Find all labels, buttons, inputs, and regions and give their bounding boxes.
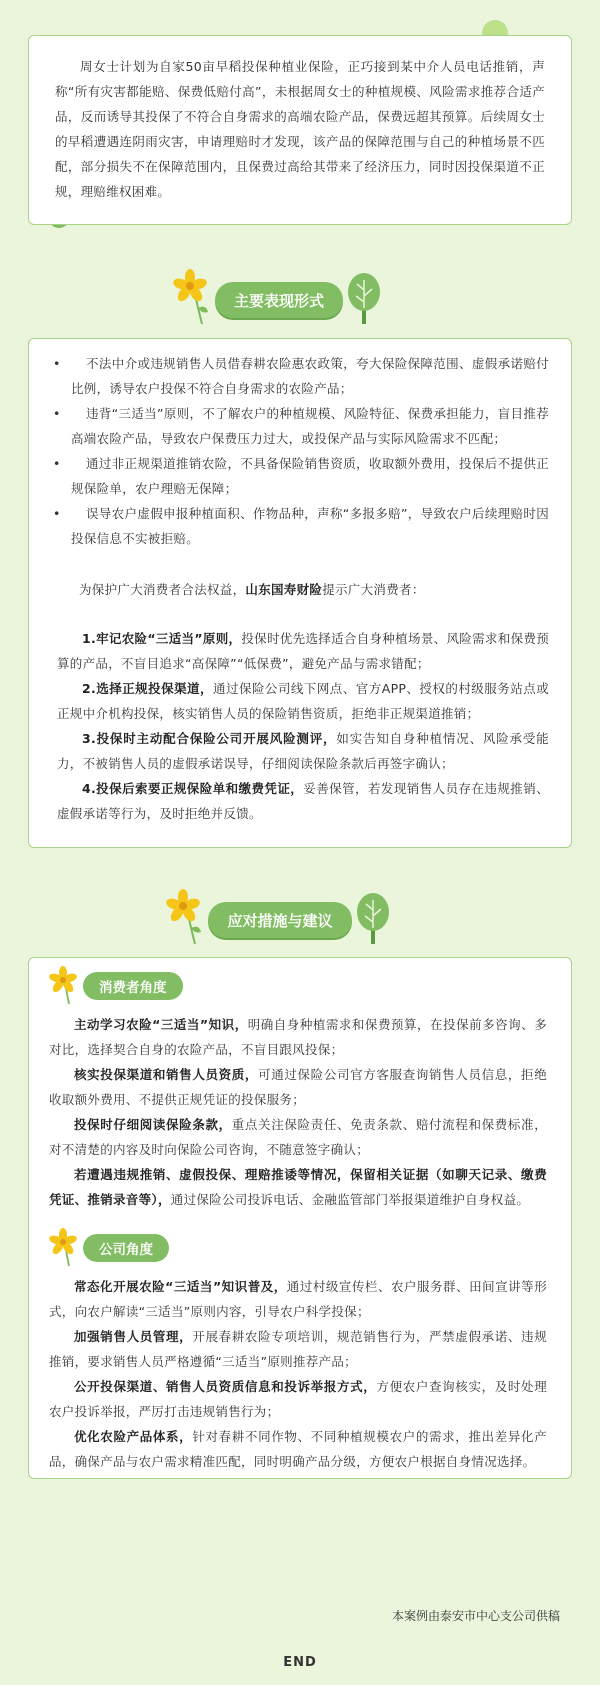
list-item: • 违背“三适当”原则，不了解农户的种植规模、风险特征、保费承担能力，盲目推荐高端农险产品，导致农户保费压力过大，或投保产品与实际风险需求不匹配； xyxy=(43,401,549,451)
subsection-title-consumer: 消费者角度 xyxy=(83,972,183,1000)
tree-icon xyxy=(354,892,392,946)
list-item: 核实投保渠道和销售人员资质，可通过保险公司官方客服查询销售人员信息，拒绝收取额外费用、不提供正规凭证的投保服务； xyxy=(49,1067,547,1107)
tip-item: 1.牢记农险“三适当”原则，投保时优先选择适合自身种植场景、风险需求和保费预算的产品，不盲目追求“高保障”“低保费”，避免产品与需求错配； xyxy=(57,631,550,671)
list-item: 加强销售人员管理，开展春耕农险专项培训，规范销售行为，严禁虚假承诺、违规推销，要求销售人员严格遵循“三适当”原则推荐产品； xyxy=(49,1329,547,1369)
bullet-icon: • xyxy=(53,456,61,471)
tip-item: 3.投保时主动配合保险公司开展风险测评，如实告知自身种植情况、风险承受能力，不被销售人员的虚假承诺误导，仔细阅读保险条款后再签字确认； xyxy=(57,731,549,771)
source-credit: 本案例由泰安市中心支公司供稿 xyxy=(391,1609,560,1623)
flower-icon xyxy=(165,888,205,946)
subsection-heading-company xyxy=(49,1228,547,1268)
intro-card xyxy=(28,35,572,225)
section-title-1: 主要表现形式 xyxy=(215,282,343,318)
flower-icon xyxy=(49,1228,83,1268)
intro-text: 周女士计划为自家50亩早稻投保种植业保险，正巧接到某中介人员电话推销，声称“所有灾害都能赔、保费低赔付高”，未根据周女士的种植规模、风险需求推荐合适产品，反而诱导其投保了不符合自身需求的高端农险产品，保费远超其预算。后续周女士的早稻遭遇连阴雨灾害，申请理赔时才发现，该产品的保障范围与自己的种植场景不匹配，部分损失不在保障范围内，且保费过高给其带来了经济压力，同时因投保渠道不正规，理赔维权困难。 xyxy=(55,59,545,199)
section-1-card xyxy=(28,338,572,848)
bullet-icon: • xyxy=(53,406,61,421)
bullet-icon: • xyxy=(53,356,61,371)
company-name: 山东国寿财险 xyxy=(245,582,323,597)
list-item: 投保时仔细阅读保险条款，重点关注保险责任、免责条款、赔付流程和保费标准，对不清楚的内容及时向保险公司咨询，不随意签字确认； xyxy=(49,1117,547,1157)
subsection-heading-consumer xyxy=(49,966,547,1006)
list-item: 常态化开展农险“三适当”知识普及，通过村级宣传栏、农户服务群、田间宣讲等形式，向农户解读“三适当”原则内容，引导农户科学投保； xyxy=(49,1279,547,1319)
section-heading-1 xyxy=(0,268,600,328)
list-item: 若遭遇违规推销、虚假投保、理赔推诿等情况，保留相关证据（如聊天记录、缴费凭证、推销录音等），通过保险公司投诉电话、金融监管部门举报渠道维护自身权益。 xyxy=(49,1167,547,1207)
flower-icon xyxy=(172,268,212,326)
list-item: 主动学习农险“三适当”知识，明确自身种植需求和保费预算，在投保前多咨询、多对比，选择契合自身的农险产品，不盲目跟风投保； xyxy=(49,1017,547,1057)
section-2-card xyxy=(28,957,572,1479)
section-title-2: 应对措施与建议 xyxy=(208,902,352,938)
bullet-icon: • xyxy=(53,506,61,521)
section-heading-2 xyxy=(0,888,600,948)
list-item: 公开投保渠道、销售人员资质信息和投诉举报方式，方便农户查询核实，及时处理农户投诉举报，严厉打击违规销售行为； xyxy=(49,1379,548,1419)
list-item: • 误导农户虚假申报种植面积、作物品种，声称“多报多赔”，导致农户后续理赔时因投保信息不实被拒赔。 xyxy=(43,501,549,551)
subsection-title-company: 公司角度 xyxy=(83,1234,169,1262)
list-item: • 不法中介或违规销售人员借春耕农险惠农政策，夸大保险保障范围、虚假承诺赔付比例，诱导农户投保不符合自身需求的农险产品； xyxy=(43,351,549,401)
reminder-text: 为保护广大消费者合法权益，山东国寿财险提示广大消费者： xyxy=(79,582,425,597)
list-item: • 通过非正规渠道推销农险，不具备保险销售资质，收取额外费用，投保后不提供正规保险单，农户理赔无保障； xyxy=(43,451,549,501)
tip-item: 2.选择正规投保渠道，通过保险公司线下网点、官方APP、授权的村级服务站点或正规中介机构投保，核实销售人员的保险销售资质，拒绝非正规渠道推销； xyxy=(57,681,549,721)
tree-icon xyxy=(345,272,383,326)
tip-item: 4.投保后索要正规保险单和缴费凭证，妥善保管，若发现销售人员存在违规推销、虚假承诺等行为，及时拒绝并反馈。 xyxy=(57,781,549,821)
end-mark: END xyxy=(283,1655,317,1670)
flower-icon xyxy=(49,966,83,1006)
list-item: 优化农险产品体系，针对春耕不同作物、不同种植规模农户的需求，推出差异化产品，确保产品与农户需求精准匹配，同时明确产品分级，方便农户根据自身情况选择。 xyxy=(49,1429,547,1469)
